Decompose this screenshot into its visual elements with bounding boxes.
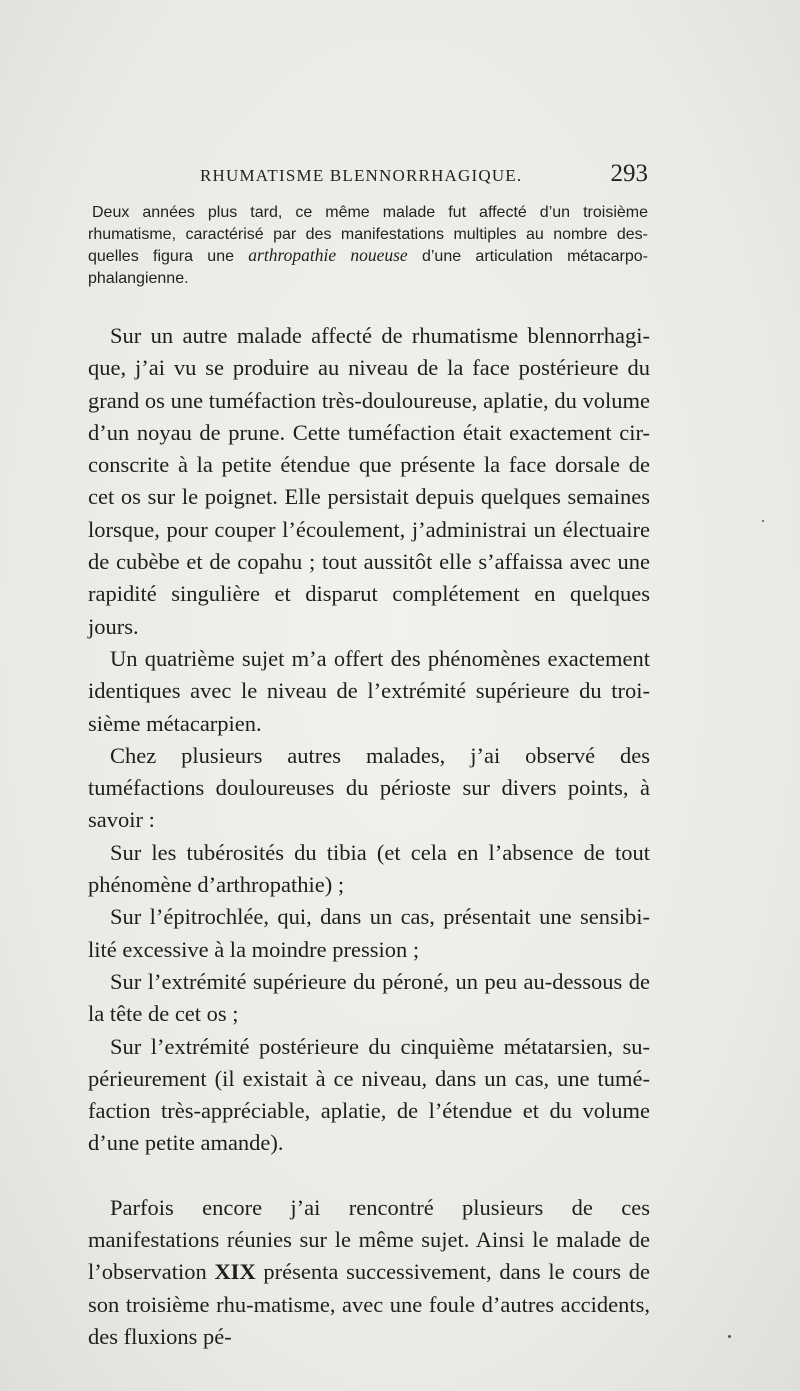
small-print-note — [88, 202, 648, 289]
paper-speck — [728, 1335, 731, 1338]
note-italic-term: arthropathie noueuse — [248, 245, 408, 265]
note-text-end: d’une articulation métacarpo-phalangienne. — [88, 248, 648, 287]
paragraph-quatrieme-sujet: Un quatrième sujet m’a offert des phénomènes exactement identiques avec le niveau de l’extrémité supérieure du troi-sième métacarpien. — [88, 645, 650, 736]
paragraph-perone: Sur l’extrémité supérieure du péroné, un peu au-dessous de la tête de cet os ; — [88, 968, 650, 1027]
paragraph-epitrochlee: Sur l’épitrochlée, qui, dans un cas, présentait une sensibi-lité excessive à la moindre pression ; — [88, 904, 650, 962]
note-text-start: Deux années plus tard, ce même malade fut affecté d’un troisième rhumatisme, caractérisé par des manifestations multiples au nombre des-quelles figura une — [88, 204, 648, 265]
paragraph-metatarsien: Sur l’extrémité postérieure du cinquième métatarsien, su-périeurement (il existait à ce niveau, dans un cas, une tumé-faction très-appréciable, aplatie, de l’étendue et du volume d’une petite amande). — [88, 1033, 650, 1156]
paragraph-plusieurs-malades: Chez plusieurs autres malades, j’ai observé des tuméfactions douloureuses du périoste sur divers points, à savoir : — [88, 742, 650, 833]
paragraph-grand-os: Sur un autre malade affecté de rhumatisme blennorrhagi-que, j’ai vu se produire au niveau de la face postérieure du grand os une tuméfaction très-douloureuse, aplatie, du volume d’un noyau de prune. Cette tuméfaction était exactement cir-conscrite à la petite étendue que présente la face dorsale de cet os sur le poignet. Elle persistait depuis quelques semaines lorsque, pour couper l’écoulement, j’administrai un électuaire de cubèbe et de copahu ; tout aussitôt elle s’affaissa avec une rapidité singulière et disparut complétement en quelques jours. — [88, 323, 650, 639]
paragraph-parfois-end: présenta successivement, dans le cours de son troisième rhu-matisme, avec une foule d’autres accidents, des fluxions pé- — [88, 1259, 650, 1349]
observation-number: XIX — [214, 1259, 256, 1285]
paragraph-parfois-start: Parfois encore j’ai rencontré plusieurs de ces manifestations réunies sur le même sujet. Ainsi le malade de l’observation — [88, 1194, 650, 1285]
main-text — [88, 320, 650, 1353]
page-header — [88, 160, 648, 192]
paragraph-tibia: Sur les tubérosités du tibia (et cela en l’absence de tout phénomène d’arthropathie) ; — [88, 839, 650, 898]
paper-speck — [762, 520, 764, 522]
paragraph-parfois — [88, 1192, 650, 1353]
running-title: RHUMATISME BLENNORRHAGIQUE. — [200, 166, 523, 185]
page-number: 293 — [610, 160, 648, 187]
